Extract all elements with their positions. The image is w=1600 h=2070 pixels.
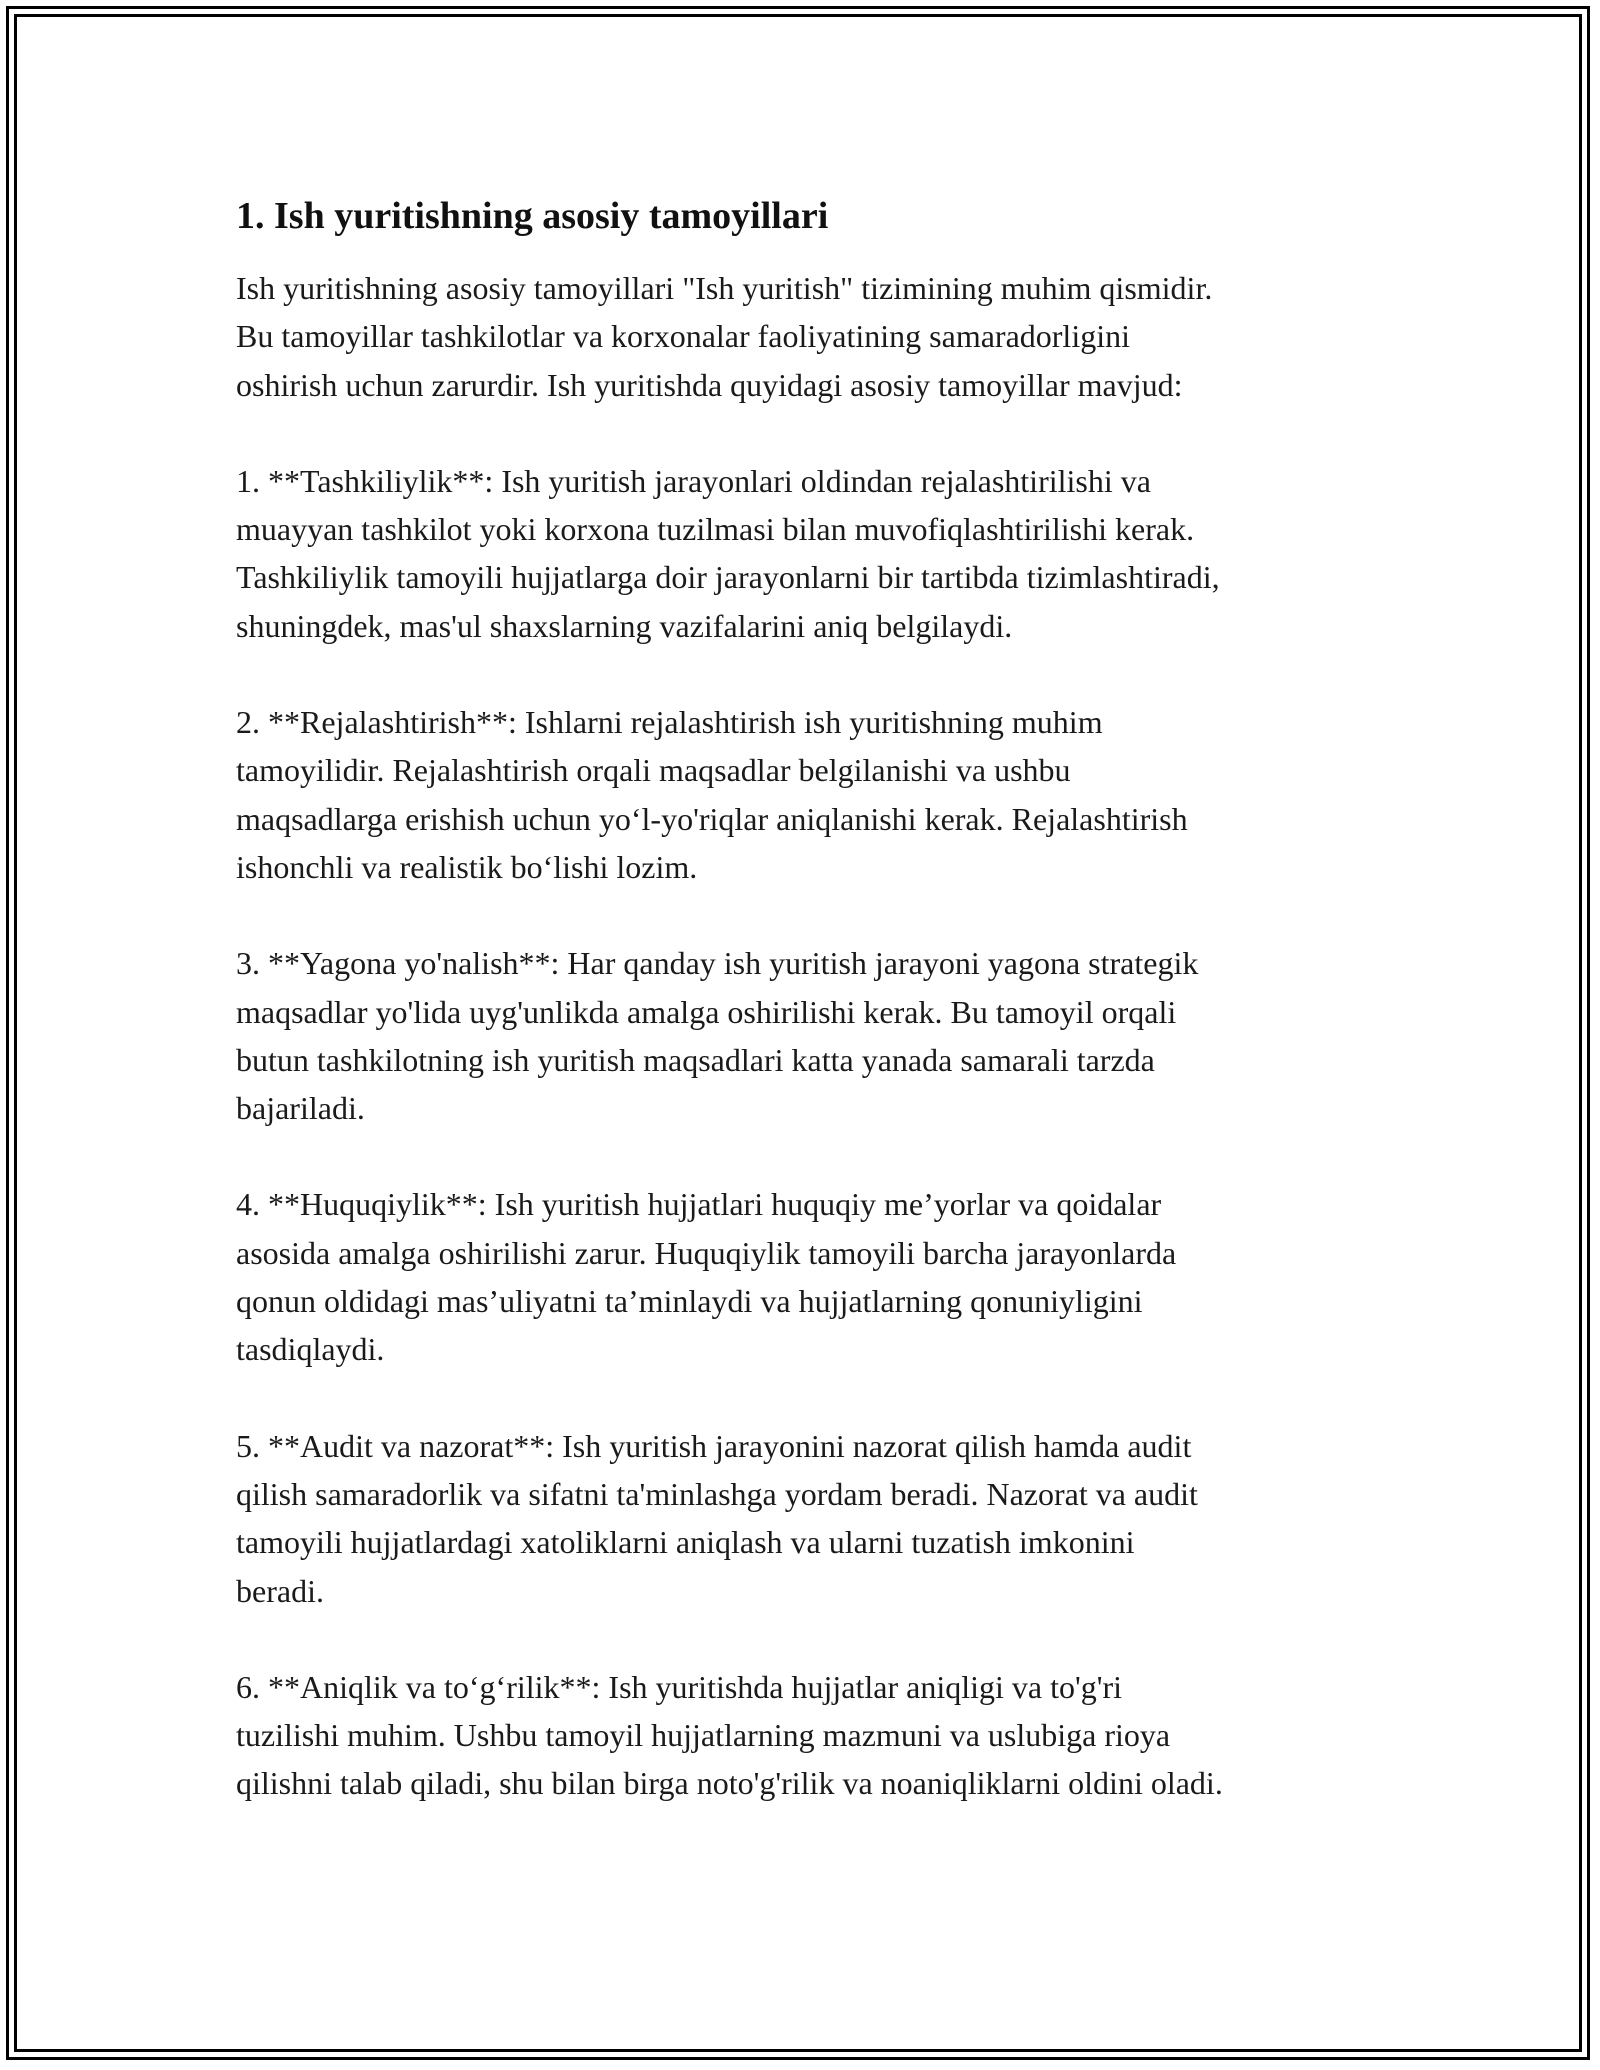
text-line: 1. **Tashkiliylik**: Ish yuritish jarayonlari oldindan rejalashtirilishi va: [236, 462, 1151, 499]
text-line: qilish samaradorlik va sifatni ta'minlashga yordam beradi. Nazorat va audit: [236, 1475, 1198, 1512]
intro-paragraph: [236, 264, 1416, 409]
text-line: bajariladi.: [236, 1090, 365, 1127]
text-line: Tashkiliylik tamoyili hujjatlarga doir jarayonlarni bir tartibda tizimlashtiradi,: [236, 559, 1220, 596]
text-line: Ish yuritishning asosiy tamoyillari "Ish yuritish" tizimining muhim qismidir.: [236, 270, 1213, 306]
text-line: Bu tamoyillar tashkilotlar va korxonalar faoliyatining samaradorligini: [236, 318, 1130, 355]
text-line: maqsadlar yo'lida uyg'unlikda amalga oshirilishi kerak. Bu tamoyil orqali: [236, 993, 1177, 1030]
text-line: beradi.: [236, 1572, 324, 1609]
principle-paragraph-2: [236, 698, 1416, 891]
text-line: asosida amalga oshirilishi zarur. Huquqiylik tamoyili barcha jarayonlarda: [236, 1234, 1177, 1271]
text-line: tuzilishi muhim. Ushbu tamoyil hujjatlarning mazmuni va uslubiga rioya: [236, 1717, 1171, 1754]
text-line: muayyan tashkilot yoki korxona tuzilmasi bilan muvofiqlashtirilishi kerak.: [236, 511, 1195, 548]
text-line: 6. **Aniqlik va to‘g‘rilik**: Ish yuritishda hujjatlar aniqligi va to'g'ri: [236, 1668, 1123, 1705]
text-line: tamoyili hujjatlardagi xatoliklarni aniqlash va ularni tuzatish imkonini: [236, 1524, 1135, 1561]
text-line: 4. **Huquqiylik**: Ish yuritish hujjatlari huquqiy me’yorlar va qoidalar: [236, 1186, 1162, 1223]
principle-paragraph-5: [236, 1422, 1416, 1615]
principle-paragraph-3: [236, 939, 1416, 1132]
text-line: 5. **Audit va nazorat**: Ish yuritish jarayonini nazorat qilish hamda audit: [236, 1427, 1192, 1464]
text-line: tasdiqlaydi.: [236, 1331, 385, 1368]
principle-paragraph-6: [236, 1663, 1416, 1808]
text-line: tamoyilidir. Rejalashtirish orqali maqsadlar belgilanishi va ushbu: [236, 752, 1071, 789]
text-line: 2. **Rejalashtirish**: Ishlarni rejalashtirish ish yuritishning muhim: [236, 704, 1103, 741]
text-line: qilishni talab qiladi, shu bilan birga noto'g'rilik va noaniqliklarni oldini oladi.: [236, 1765, 1223, 1802]
text-line: qonun oldidagi mas’uliyatni ta’minlaydi va hujjatlarning qonuniyligini: [236, 1283, 1143, 1320]
text-line: butun tashkilotning ish yuritish maqsadlari katta yanada samarali tarzda: [236, 1041, 1155, 1078]
principle-paragraph-1: [236, 457, 1416, 650]
principle-paragraph-4: [236, 1180, 1416, 1373]
text-line: ishonchli va realistik bo‘lishi lozim.: [236, 848, 698, 885]
text-line: shuningdek, mas'ul shaxslarning vazifalarini aniq belgilaydi.: [236, 607, 1013, 644]
section-heading: 1. Ish yuritishning asosiy tamoyillari: [236, 195, 829, 237]
document-body: [236, 186, 1416, 1856]
text-line: maqsadlarga erishish uchun yo‘l-yo'riqlar aniqlanishi kerak. Rejalashtirish: [236, 800, 1188, 837]
text-line: 3. **Yagona yo'nalish**: Har qanday ish yuritish jarayoni yagona strategik: [236, 945, 1199, 982]
text-line: oshirish uchun zarurdir. Ish yuritishda quyidagi asosiy tamoyillar mavjud:: [236, 366, 1183, 403]
